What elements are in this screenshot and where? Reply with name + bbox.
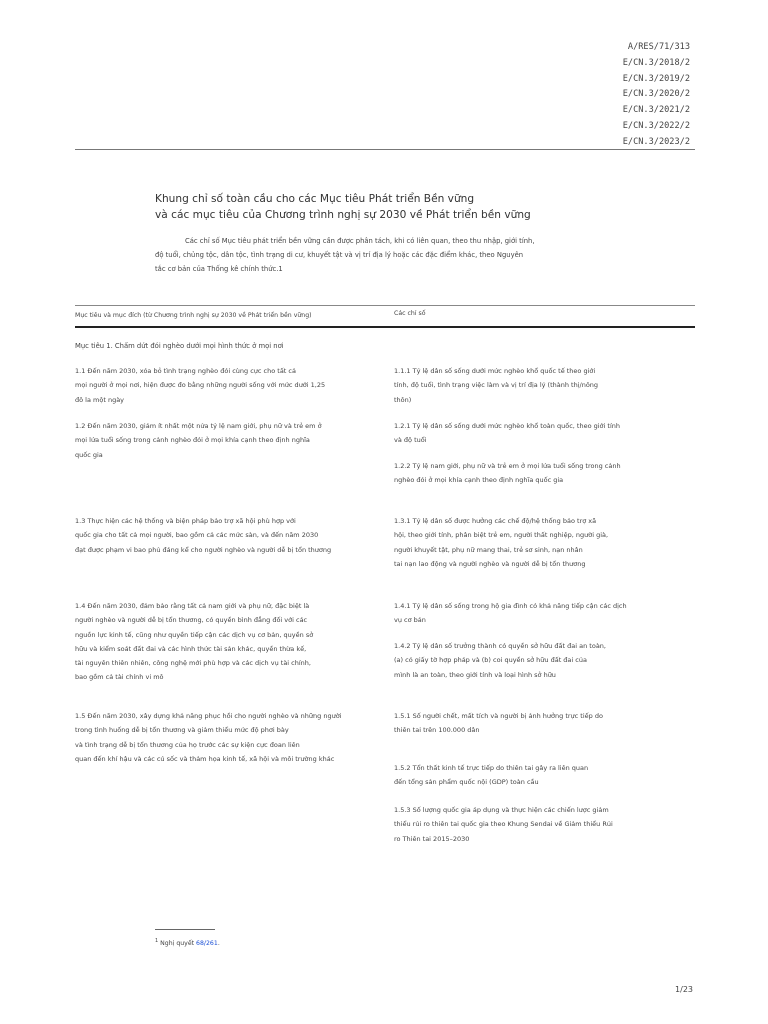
intro-line: độ tuổi, chủng tộc, dân tộc, tình trạng di cư, khuyết tật và vị trí địa lý hoặc các đặc điểm khác, theo Nguyên xyxy=(155,251,524,260)
target-line: 1.2 Đến năm 2030, giảm ít nhất một nửa tỷ lệ nam giới, phụ nữ và trẻ em ở xyxy=(75,422,322,430)
indicator-cell xyxy=(394,599,627,628)
indicator-cell xyxy=(394,364,598,407)
doc-ref: E/CN.3/2022/2 xyxy=(622,120,690,131)
footnote-rule xyxy=(155,929,215,930)
column-header-indicators: Các chỉ số xyxy=(394,310,426,317)
target-line: trong tình huống dễ bị tổn thương và giảm thiểu mức độ phơi bày xyxy=(75,726,289,735)
target-line: 1.4 Đến năm 2030, đảm bảo rằng tất cả nam giới và phụ nữ, đặc biệt là xyxy=(75,602,310,610)
target-line: nguồn lực kinh tế, cũng như quyền tiếp cận các dịch vụ cơ bản, quyền sở xyxy=(75,630,314,639)
doc-ref: E/CN.3/2021/2 xyxy=(622,105,690,116)
indicator-line: nghèo đói ở mọi khía cạnh theo định nghĩa quốc gia xyxy=(394,476,564,485)
footnote-suffix: . xyxy=(217,940,220,948)
indicator-line: và độ tuổi xyxy=(394,436,427,445)
target-line: quan đến khí hậu và các cú sốc và thảm họa kinh tế, xã hội và môi trường khác xyxy=(75,754,335,763)
target-line: mọi lứa tuổi sống trong cảnh nghèo đói ở mọi khía cạnh theo định nghĩa xyxy=(75,436,310,445)
target-line: tài nguyên thiên nhiên, công nghệ mới phù hợp và các dịch vụ tài chính, xyxy=(75,659,311,668)
indicator-cell xyxy=(394,459,621,488)
indicator-line: hội, theo giới tính, phân biệt trẻ em, người thất nghiệp, người già, xyxy=(394,531,609,540)
indicator-line: 1.2.2 Tỷ lệ nam giới, phụ nữ và trẻ em ở mọi lứa tuổi sống trong cảnh xyxy=(394,462,621,470)
target-cell xyxy=(75,419,322,462)
page-number: 1/23 xyxy=(675,985,693,994)
header-divider xyxy=(75,149,695,150)
intro-line: tắc cơ bản của Thống kê chính thức.1 xyxy=(155,265,283,274)
intro-paragraph xyxy=(155,234,610,277)
target-line: và tình trạng dễ bị tổn thương của họ trước các sự kiện cực đoan liên xyxy=(75,740,300,749)
title-line: Khung chỉ số toàn cầu cho các Mục tiêu Phát triển Bền vững xyxy=(155,193,475,205)
target-cell xyxy=(75,514,331,557)
intro-line: Các chỉ số Mục tiêu phát triển bền vững cần được phân tách, khi có liên quan, theo thu nhập, giới tính, xyxy=(185,237,535,245)
indicator-line: 1.4.1 Tỷ lệ dân số sống trong hộ gia đình có khả năng tiếp cận các dịch xyxy=(394,602,627,610)
indicator-line: tính, độ tuổi, tình trạng việc làm và vị trí địa lý (thành thị/nông xyxy=(394,381,599,390)
footnote-marker: 1 xyxy=(155,938,159,944)
indicator-line: 1.2.1 Tỷ lệ dân số sống dưới mức nghèo khổ toàn quốc, theo giới tính xyxy=(394,422,620,430)
target-line: 1.5 Đến năm 2030, xây dựng khả năng phục hồi cho người nghèo và những người xyxy=(75,712,342,720)
target-line: người nghèo và người dễ bị tổn thương, có quyền bình đẳng đối với các xyxy=(75,616,308,625)
indicator-line: vụ cơ bản xyxy=(394,616,426,625)
indicator-line: 1.5.3 Số lượng quốc gia áp dụng và thực hiện các chiến lược giảm xyxy=(394,806,609,814)
target-cell xyxy=(75,709,342,766)
indicator-line: 1.5.1 Số người chết, mất tích và người bị ảnh hưởng trực tiếp do xyxy=(394,712,603,720)
indicator-line: ro Thiên tai 2015–2030 xyxy=(394,834,470,843)
target-line: 1.3 Thực hiện các hệ thống và biện pháp bảo trợ xã hội phù hợp với xyxy=(75,517,296,525)
resolution-link[interactable]: 68/261 xyxy=(196,940,218,948)
indicator-cell xyxy=(394,803,613,846)
table-top-rule xyxy=(75,305,695,306)
indicator-line: tai nạn lao động và người nghèo và người dễ bị tổn thương xyxy=(394,559,586,568)
indicator-line: 1.5.2 Tổn thất kinh tế trực tiếp do thiên tai gây ra liên quan xyxy=(394,764,589,772)
indicator-cell xyxy=(394,419,620,448)
column-header-targets: Mục tiêu và mục đích (từ Chương trình nghị sự 2030 về Phát triển bền vững) xyxy=(75,312,312,319)
indicator-line: người khuyết tật, phụ nữ mang thai, trẻ sơ sinh, nạn nhân xyxy=(394,545,583,554)
indicator-line: 1.4.2 Tỷ lệ dân số trưởng thành có quyền sở hữu đất đai an toàn, xyxy=(394,642,606,650)
target-line: đô la một ngày xyxy=(75,395,125,404)
target-line: đạt được phạm vi bao phủ đáng kể cho người nghèo và người dễ bị tổn thương xyxy=(75,545,332,554)
doc-ref: E/CN.3/2023/2 xyxy=(622,136,690,147)
target-line: quốc gia cho tất cả mọi người, bao gồm cả các mức sàn, và đến năm 2030 xyxy=(75,531,319,540)
doc-ref: A/RES/71/313 xyxy=(627,42,690,52)
indicator-line: thiên tai trên 100.000 dân xyxy=(394,726,480,735)
document-symbols xyxy=(623,40,690,151)
indicator-line: đến tổng sản phẩm quốc nội (GDP) toàn cầu xyxy=(394,778,539,787)
target-cell xyxy=(75,364,325,407)
title-line: và các mục tiêu của Chương trình nghị sự 2030 về Phát triển bền vững xyxy=(155,209,531,221)
target-line: mọi người ở mọi nơi, hiện được đo bằng những người sống với mức dưới 1,25 xyxy=(75,381,326,390)
target-cell xyxy=(75,599,313,685)
indicator-line: thôn) xyxy=(394,395,412,404)
indicator-cell xyxy=(394,761,588,790)
indicator-line: (a) có giấy tờ hợp pháp và (b) coi quyền sở hữu đất đai của xyxy=(394,656,587,665)
goal-heading: Mục tiêu 1. Chấm dứt đói nghèo dưới mọi hình thức ở mọi nơi xyxy=(75,342,284,350)
target-line: bao gồm cả tài chính vi mô xyxy=(75,673,164,682)
indicator-cell xyxy=(394,514,608,571)
target-line: 1.1 Đến năm 2030, xóa bỏ tình trạng nghèo đói cùng cực cho tất cả xyxy=(75,367,296,375)
target-line: quốc gia xyxy=(75,450,103,459)
indicator-line: 1.3.1 Tỷ lệ dân số được hưởng các chế độ/hệ thống bảo trợ xã xyxy=(394,517,597,525)
indicator-line: mình là an toàn, theo giới tính và loại hình sở hữu xyxy=(394,670,556,679)
doc-ref: E/CN.3/2018/2 xyxy=(622,57,690,68)
footnote-text: Nghị quyết xyxy=(160,940,197,948)
footnote xyxy=(155,938,220,947)
document-title xyxy=(155,191,531,223)
indicator-line: thiểu rủi ro thiên tai quốc gia theo Khung Sendai về Giảm thiểu Rủi xyxy=(394,820,613,829)
indicator-cell xyxy=(394,639,606,682)
doc-ref: E/CN.3/2020/2 xyxy=(622,89,690,100)
table-header-rule xyxy=(75,326,695,328)
indicator-cell xyxy=(394,709,603,738)
target-line: hữu và kiểm soát đất đai và các hình thức tài sản khác, quyền thừa kế, xyxy=(75,644,307,653)
indicator-line: 1.1.1 Tỷ lệ dân số sống dưới mức nghèo khổ quốc tế theo giới xyxy=(394,367,596,375)
doc-ref: E/CN.3/2019/2 xyxy=(622,73,690,84)
